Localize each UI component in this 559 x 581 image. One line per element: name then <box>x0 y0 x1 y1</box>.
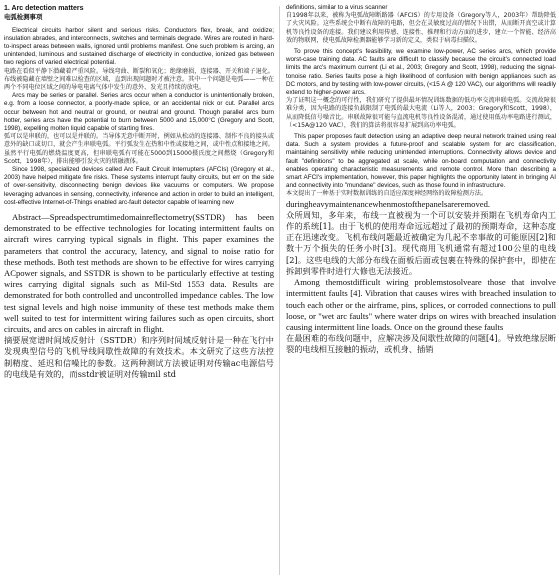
paragraph-deep-network-proposal: This paper proposes fault detection using an adaptive deep neural network trained using real data. Such a system provides a future-proof and scalable system for arc classification, maintaining sensitivity while reducing unintended interruptions. Connectivity allows device and fault "definitions" to be aggregated at scale, while on-board computation and connectivity enables operating characteristic measurements and remote control. More than describing a smart AFCI's implementation, however, this paper highlights the opportunity latent in bringing AI and connectivity into "mundane" devices, such as those found in infrastructure. <box>286 133 556 190</box>
paragraph-intermittent-faults-cn: 在最困难的布线问题中，应解决涉及间歇性故障的问题[4]。导致绝缘层断裂的电线相互接触的振动，或机身、插销 <box>286 333 556 355</box>
section-heading-cn: 电弧检测事项 <box>4 13 43 21</box>
paragraph-circuits-risks: Electrical circuits harbor silent and serious risks. Conductors flex, break, and oxidize; insulation abrades, and interconnects, switches and terminals degrade. Wires are routed in hard-to-inspect areas between walls, ignored until problems manifest. One such problem is arcing, an unintended, luminous and sustained discharge of electricity in conductive, ionized gas between two regions of varied electrical potential. <box>4 26 274 67</box>
paragraph-feasibility-cn: 为了证明这一概念的可行性，我们研究了提供最坏情况训练数据的低功率交流串联电弧。交流故障很难分类，因为电路的连接负载限制了电弧的最大电流（Li等人，2003；Gregory和Scott，1998），从而降低信号噪音比。串联故障很可能与直流电机等良性设备混淆，通过使用低功率电路进行测试，（<15A@120 VAC），我们的算法将很容易扩展到高功率电弧。 <box>286 97 556 129</box>
abstract-text-cn: 摘要展宽谱时间域反射计（SSTDR）和序列时间域反射计是一种在飞行中发现典型信号的飞机导线间歇性故障的有效技术。本文研究了这些方法控制精度、延迟和信噪比的参数。这两种测试方法被证明对传输ac电源信号的电线是有效的，而sstdr被证明对传输mil std <box>4 335 274 379</box>
paragraph-definitions-tail: definitions, similar to a virus scanner <box>286 4 388 11</box>
paragraph-afci-devices: Since 1998, specialized devices called Arc Fault Circuit Interrupters (AFCIs) (Gregory et al., 2003) have helped mitigate fire risks. These systems interrupt faulty circuits, but err on the side of over-sensitivity, disconnecting benign devices like vacuums or computers. We propose leveraging advances in sensing, connectivity, inference and action in order to build an intelligent, cost-effective Internet-of-Things enabled arc-fault detector capable of learning new <box>4 165 274 206</box>
paragraph-series-parallel-arcs-cn: 弧可以是串联的，也可以是并联的。当导体无意中断开时，例如从松动的连接器、制作不良的接头或意外的缺口或切口，就会产生串联电弧。平行弧发生在热和中性或接地之间，或中性点和接地之间。虽然平行电弧的燃烧温度更高，但串联电弧有可能在5000到15000摄氏度之间燃烧（Gregory和Scott，1998年），排出能够引发火灾的熔融液体。 <box>4 133 274 165</box>
paragraph-circuits-risks-cn: 电路在看似平静下潜藏着严重风险。导线弯曲、断裂和氧化；绝缘磨损，连接器、开关和端子退化。布线被隐藏在墙壁之间难以检查的区域，直到出现问题时才被注意。其中一个问题是电弧——一种在两个不同电位区域之间的导电电离气体中发生的意外、发光且持续的放电。 <box>4 67 274 91</box>
abstract-text: Abstract—Spreadspectrumtimedomainreflectometry(SSTDR) has been demonstrated to be effective technologies for locating intermittent faults on aircraft wires carrying typical signals in flight. This paper examines the parameters that control the accuracy, latency, and signal to noise ratio for these methods. Both test methods are shown to be effective for wires carrying ACpower signals, and SSTDR is shown to be particularly effective at testing wires carrying digital signals such as Mil-Std 1553 data. Results are demonstrated for both controlled and uncontrolled impedance cables. The low test signal levels and high noise immunity of these test methods make them well suited to test for intermittent wiring failures such as open circuits, short circuits, and arcs on cables in aircraft in flight. <box>4 211 274 334</box>
paragraph-afci-devices-cn: 自1998年以来，被称为电弧故障断路器（AFCIS）的专用设备（Gregory等人，2003年）帮助降低了火灾风险。这些系统会中断有故障的电路，但会在灵敏度过高的情况下出错，从而断开真空或计算机等良性设备的连接。我们建议利用传感、连接性、推理和行动方面的进步，建立一个智能、经济高效的物联网，使电弧故障检测器能够学习新的定义，类似于病毒扫描仪。 <box>286 12 556 44</box>
paragraph-intermittent-faults: Among themostdifficult wiring problemstosolveare those that involve intermittent faults [4]. Vibration that causes wires with breached insulation to touch each other or the airframe, pins, splices, or corroded connections to pull loose, or "wet arc faults" where water drips on wires with breached insulation causing intermittent line loads. Once on the ground these faults <box>286 277 556 332</box>
right-column <box>286 4 556 578</box>
section-heading: 1. Arc detection matters <box>4 5 84 12</box>
left-column <box>4 4 274 578</box>
paragraph-maintenance-tail: duringheavymaintenancewhenmostofthepanelsareremoved. <box>286 198 491 209</box>
paragraph-deep-network-proposal-cn: 本文提出了一种基于实时数据训练的自适应深度神经网络的故障检测方法。 <box>286 190 488 198</box>
paragraph-series-parallel-arcs: Arcs may be series or parallel. Series arcs occur when a conductor is unintentionally broken, e.g. from a loose connector, a poorly-made splice, or an accidental nick or cut. Parallel arcs occur between hot and neutral or ground, or neutral and ground. Though parallel arcs burn hotter, series arcs have the potential to burn between 5000 and 15,000°C (Gregory and Scott, 1998), expelling molten liquid capable of starting fires. <box>4 92 274 132</box>
paragraph-introduction-cn: 众所周知，多年来，布线一直被视为一个可以安装并预期在飞机寿命内工作的系统[1]。由于飞机的使用寿命远远超过了最初的预期寿命，这种态度正在迅速改变。飞机布线问题最近被确定为几起不幸事故的可能原因[2]和数十万个损失的任务小时[3]。现代商用飞机通常有超过100公里的电线[2]。这些电线的大部分布线在面板后面或包裹在特殊的保护套中，即使在拆卸到零件时进行大修也无法接近。 <box>286 209 556 276</box>
paragraph-feasibility: To prove this concept's feasibility, we examine low-power, AC series arcs, which provide worst-case training data. AC faults are difficult to classify because the circuit's connected load limits the arc's maximum current (Li et al., 2003; Gregory and Scott, 1998), reducing the signal-tonoise ratio. Series faults pose a high likelihood of confusion with benign appliances such as DC motors, and by testing with low-power circuits, (<15 A @ 120 VAC), our algorithms will readily extend to higher-power arcs. <box>286 48 556 97</box>
column-divider <box>279 6 280 575</box>
